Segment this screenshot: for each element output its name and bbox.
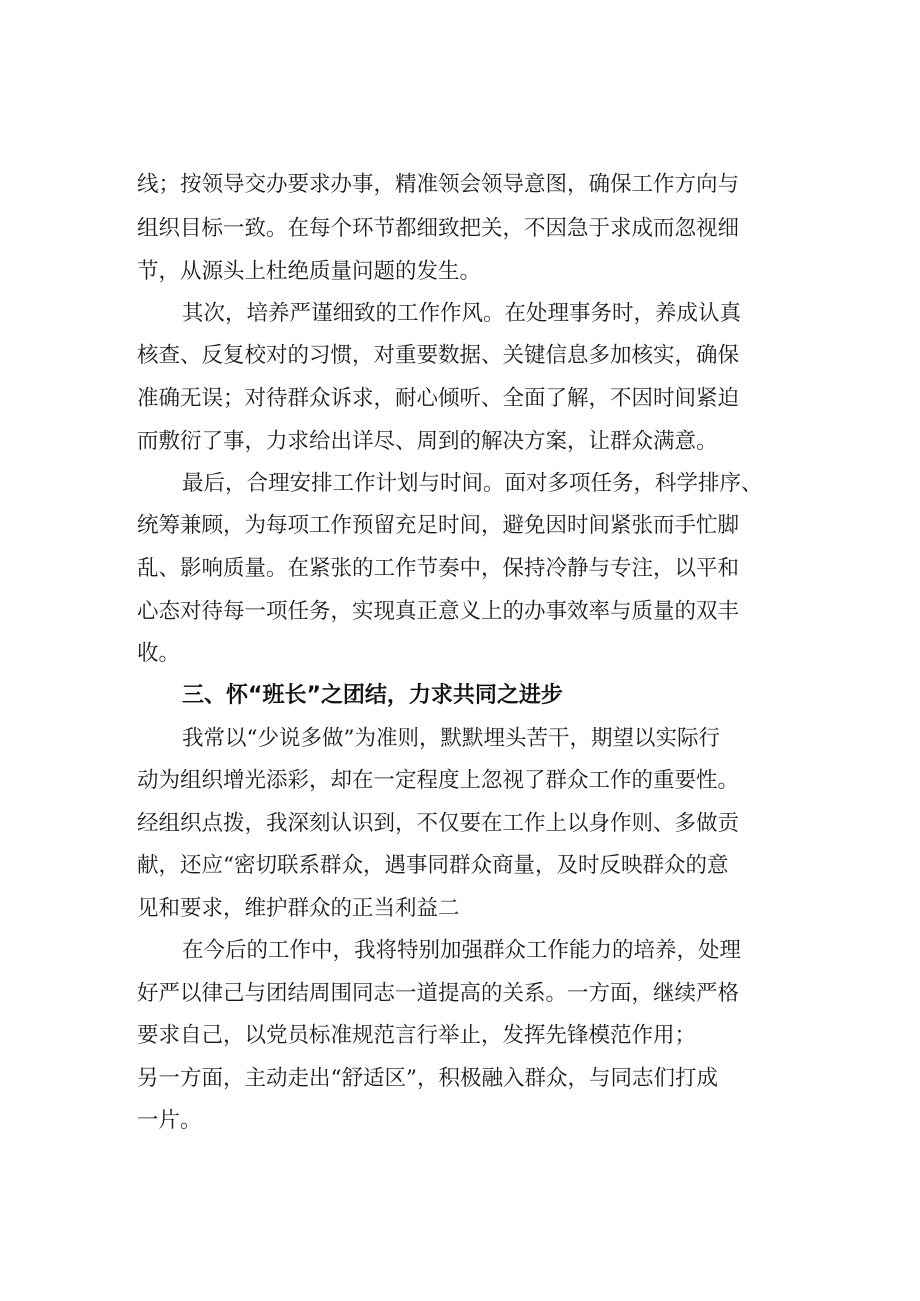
text-line: 好严以律己与团结周围同志一道提高的关系。一方面，继续严格 (137, 981, 740, 1006)
text-line: 核查、反复校对的习惯，对重要数据、关键信息多加核实，确保 (137, 343, 740, 368)
text-line: 心态对待每一项任务，实现真正意义上的办事效率与质量的双丰 (137, 599, 740, 624)
text-line: 经组织点拨，我深刻认识到，不仅要在工作上以身作则、多做贡 (137, 811, 740, 836)
paragraph-start-line: 我常以“少说多做”为准则，默默埋头苦干，期望以实际行 (182, 726, 720, 751)
text-line: 线；按领导交办要求办事，精准领会领导意图，确保工作方向与 (137, 172, 740, 197)
section-heading: 三、怀“班长”之团结，力求共同之进步 (182, 683, 563, 708)
paragraph-start-line: 最后，合理安排工作计划与时间。面对多项任务，科学排序、 (182, 471, 763, 496)
text-line: 要求自己，以党员标准规范言行举止，发挥先锋模范作用； (137, 1023, 697, 1048)
text-line: 乱、影响质量。在紧张的工作节奏中，保持冷静与专注，以平和 (137, 556, 740, 581)
paragraph-start-line: 其次，培养严谨细致的工作作风。在处理事务时，养成认真 (182, 301, 742, 326)
text-line: 准确无误；对待群众诉求，耐心倾听、全面了解，不因时间紧迫 (137, 386, 740, 411)
text-line: 收。 (137, 641, 181, 666)
text-line: 组织目标一致。在每个环节都细致把关，不因急于求成而忽视细 (137, 216, 740, 241)
text-line: 见和要求，维护群众的正当利益二 (137, 896, 460, 921)
text-line: 动为组织增光添彩，却在一定程度上忽视了群众工作的重要性。 (137, 768, 740, 793)
text-line: 统筹兼顾，为每项工作预留充足时间，避免因时间紧张而手忙脚 (137, 513, 740, 538)
paragraph-start-line: 在今后的工作中，我将特别加强群众工作能力的培养，处理 (182, 938, 742, 963)
text-line: 而敷衍了事，力求给出详尽、周到的解决方案，让群众满意。 (137, 429, 718, 454)
text-line: 节，从源头上杜绝质量问题的发生。 (137, 259, 482, 284)
text-line: 一片。 (137, 1108, 202, 1133)
text-line: 献，还应“密切联系群众，遇事同群众商量，及时反映群众的意 (137, 853, 729, 878)
text-line: 另一方面，主动走出“舒适区”，积极融入群众，与同志们打成 (137, 1066, 718, 1091)
